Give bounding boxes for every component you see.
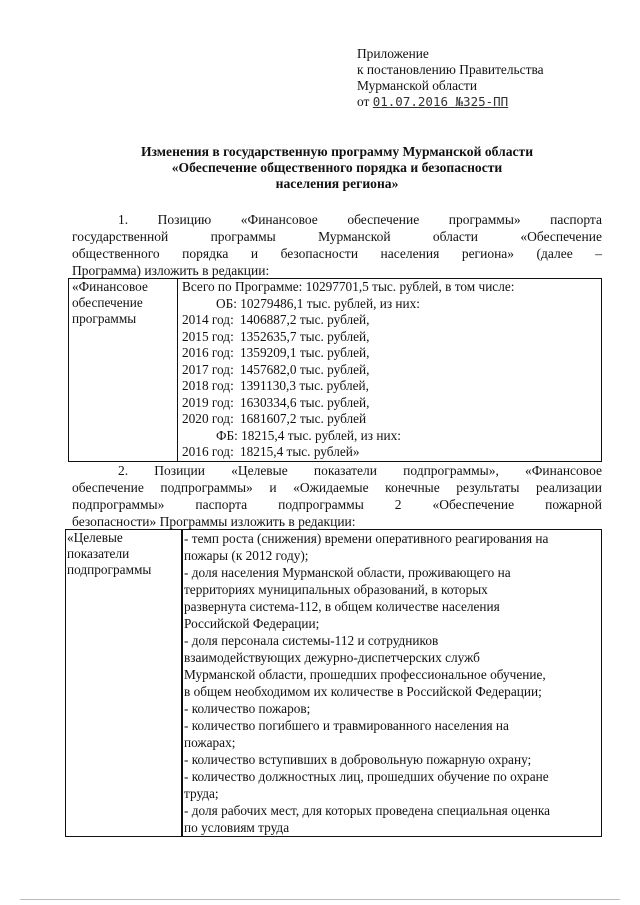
- indicator-line: - количество должностных лиц, прошедших обучение по охране: [182, 768, 601, 785]
- indicator-line: - количество вступивших в добровольную пожарную охрану;: [182, 751, 601, 768]
- date-number-stamp: 01.07.2016 №325-ПП: [372, 94, 509, 109]
- indicators-label-line: показатели: [67, 546, 130, 561]
- indicator-line: - темп роста (снижения) времени оперативного реагирования на: [182, 530, 601, 547]
- indicator-line: территориях муниципальных образований, в которых: [182, 581, 601, 598]
- date-prefix: от: [357, 94, 370, 109]
- indicators-table: [65, 529, 602, 837]
- para1-line-3: общественного порядка и безопасности населения региона» (далее –: [72, 246, 602, 261]
- indicator-line: - количество погибшего и травмированного населения на: [182, 717, 601, 734]
- title-line-1: Изменения в государственную программу Мурманской области: [140, 144, 534, 159]
- financing-fb-row: 2016 год: 18215,4 тыс. рублей»: [182, 444, 360, 459]
- indicator-line: в общем необходимом их количестве в Российской Федерации;: [182, 683, 601, 700]
- appendix-line-2: к постановлению Правительства: [357, 62, 544, 77]
- indicator-line: Российской Федерации;: [182, 615, 601, 632]
- indicator-line: - количество пожаров;: [182, 700, 601, 717]
- title-line-3: населения региона»: [275, 176, 399, 191]
- financing-label: «Финансовое обеспечение программы: [69, 279, 178, 462]
- financing-row: 2016 год: 1359209,1 тыс. рублей,: [182, 345, 370, 360]
- para2-line-1: 2. Позиции «Целевые показатели подпрограммы», «Финансовое: [118, 463, 602, 478]
- appendix-line-3: Мурманской области: [357, 78, 477, 93]
- appendix-line-4: [357, 94, 544, 110]
- financing-table: [68, 278, 602, 462]
- para1-line-2: государственной программы Мурманской области «Обеспечение: [72, 229, 602, 244]
- para1-line-4: Программа) изложить в редакции:: [72, 263, 270, 278]
- scan-edge-line: [20, 899, 620, 900]
- para2-line-3: подпрограммы» паспорта подпрограммы 2 «Обеспечение пожарной: [72, 497, 602, 512]
- financing-ob: ОБ: 10279486,1 тыс. рублей, из них:: [216, 295, 420, 311]
- indicators-label-line: подпрограммы: [67, 562, 152, 577]
- indicator-line: пожары (к 2012 году);: [182, 547, 601, 564]
- indicators-label-line: «Целевые: [67, 530, 123, 545]
- financing-row: 2015 год: 1352635,7 тыс. рублей,: [182, 328, 370, 344]
- indicator-line: - доля населения Мурманской области, проживающего на: [182, 564, 601, 581]
- financing-row: 2020 год: 1681607,2 тыс. рублей: [182, 411, 367, 426]
- para2-line-4: безопасности» Программы изложить в редакции:: [72, 514, 356, 529]
- indicators-list: [182, 530, 602, 837]
- financing-row: 2014 год: 1406887,2 тыс. рублей,: [182, 312, 370, 327]
- indicator-line: - доля рабочих мест, для которых проведена специальная оценка: [182, 802, 601, 819]
- appendix-line-1: Приложение: [357, 46, 429, 61]
- financing-row: 2019 год: 1630334,6 тыс. рублей,: [182, 394, 370, 410]
- indicator-line: пожарах;: [182, 734, 601, 751]
- indicator-line: - доля персонала системы-112 и сотрудников: [182, 632, 601, 649]
- indicators-label: [66, 530, 182, 837]
- appendix-block: [357, 46, 544, 110]
- indicator-line: по условиям труда: [182, 819, 601, 836]
- paragraph-1: [72, 211, 602, 279]
- financing-row: 2018 год: 1391130,3 тыс. рублей,: [182, 378, 369, 393]
- paragraph-2: [72, 462, 602, 530]
- indicator-line: взаимодействующих дежурно-диспетчерских служб: [182, 649, 601, 666]
- para1-line-1: 1. Позицию «Финансовое обеспечение программы» паспорта: [118, 212, 602, 227]
- indicator-line: труда;: [182, 785, 601, 802]
- para2-line-2: обеспечение подпрограммы» и «Ожидаемые конечные результаты реализации: [72, 480, 602, 495]
- financing-fb: ФБ: 18215,4 тыс. рублей, из них:: [216, 427, 401, 443]
- financing-total: Всего по Программе: 10297701,5 тыс. рублей, в том числе:: [182, 279, 515, 294]
- document-title: [72, 144, 602, 192]
- financing-row: 2017 год: 1457682,0 тыс. рублей,: [182, 361, 370, 377]
- title-line-2: «Обеспечение общественного порядка и безопасности: [171, 160, 503, 175]
- financing-values: [178, 279, 602, 462]
- indicator-line: развернута система-112, в общем количестве населения: [182, 598, 601, 615]
- indicator-line: Мурманской области, прошедших профессиональное обучение,: [182, 666, 601, 683]
